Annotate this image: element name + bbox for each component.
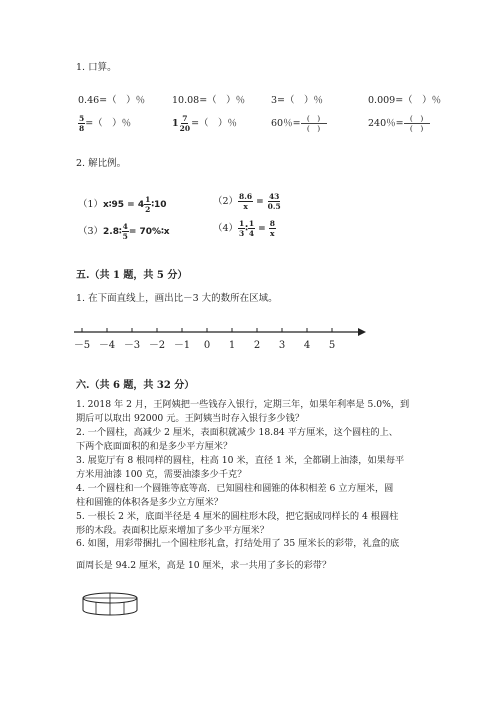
gift-box-cylinder-image [80,591,140,619]
arrow-right-icon [358,328,366,336]
fraction: $\frac{8.6}{x}$ [239,192,253,211]
question-6-6-line1: 6. 如图，用彩带捆扎一个圆柱形礼盒，打结处用了 35 厘米长的彩带，礼盒的底 [76,538,400,549]
proportion-2: （2） $\frac{8.6}{x}$ = $\frac{43}{0.5}$ [213,192,281,211]
fraction: $\frac{7}{20}$ [179,114,191,133]
number-line-label: －5 [73,340,91,351]
calc-item-4: 0.009=（ ）％ [368,95,442,106]
section-heading-5: 五.（共 1 题，共 5 分） [76,270,188,281]
number-line-label: －3 [123,340,141,351]
calc-item-1: 0.46=（ ）％ [78,95,146,106]
fraction: $\frac{5}{8}$ [79,114,85,133]
section-title-proportion: 2. 解比例。 [76,158,127,169]
calc-item-5: $\frac{5}{8}$ =（ ）％ [79,114,132,133]
number-line-label: 3 [278,340,286,351]
question-6-6-line2: 面周长是 94.2 厘米，高是 10 厘米，求一共用了多长的彩带？ [76,560,332,571]
fraction: $\frac{4}{5}$ [122,222,128,241]
fraction: $\frac{43}{0.5}$ [267,192,281,211]
section-title-oral-calc: 1. 口算。 [76,62,117,73]
fraction: $\frac{8}{x}$ [269,219,275,238]
calc-item-7: 60％= $\frac{( )}{( )}$ [271,114,327,133]
section-heading-6: 六.（共 6 题，共 32 分） [76,380,195,391]
question-5-1: 1. 在下面直线上，画出比－3 大的数所在区域。 [76,293,278,304]
question-6-1: 1. 2018 年 2 月，王阿姨把一些钱存入银行，定期三年，如果年利率是 5.0%，到 期后可以取出 92000 元。王阿姨当时存入银行多少钱？ [76,399,410,424]
calc-item-2: 10.08=（ ）％ [172,95,246,106]
calc-item-8: 240％= $\frac{( )}{( )}$ [368,114,430,133]
calc-item-6: 1 $\frac{7}{20}$ =（ ）％ [172,114,238,133]
fraction: $\frac{( )}{( )}$ [404,114,430,133]
number-line-label: －4 [98,340,116,351]
number-line-label: 1 [228,340,236,351]
question-6-3: 3. 展览厅有 8 根同样的圆柱，柱高 10 米，直径 1 米，全都刷上油漆，如果每平 方米用油漆 100 克，需要油漆多少千克？ [76,455,405,480]
number-line-label: －1 [173,340,191,351]
number-line-label: 5 [328,340,336,351]
number-line-label: 2 [253,340,261,351]
calc-item-3: 3=（ ）％ [271,95,324,106]
fraction: $\frac{1}{2}$ [145,195,151,214]
question-6-5: 5. 一根长 2 米，底面半径是 4 厘米的圆柱形木段，把它据成同样长的 4 根圆柱 形的木段。表面积比原来增加了多少平方厘米？ [76,511,399,536]
proportion-1: （1）x∶95 = 4 $\frac{1}{2}$ ∶10 [78,195,167,214]
question-6-2: 2. 一个圆柱，高减少 2 厘米，表面积就减少 18.84 平方厘米，这个圆柱的上、 下两个底面面积的和是多少平方厘米？ [76,427,398,452]
fraction: $\frac{1}{4}$ [248,219,255,238]
number-line [70,324,370,356]
number-line-label: 0 [203,340,211,351]
proportion-3: （3）2.8∶ $\frac{4}{5}$ = 70%∶x [78,222,170,241]
question-6-4: 4. 一个圆柱和一个圆锥等底等高．已知圆柱和圆锥的体积相差 6 立方厘米，圆 柱和圆锥的体积各是多少立方厘米？ [76,483,394,508]
fraction: $\frac{( )}{( )}$ [301,114,327,133]
proportion-4: （4） $\frac{1}{3}$ ∶ $\frac{1}{4}$ = $\frac{8}{x}$ [213,219,275,238]
number-line-label: 4 [303,340,311,351]
number-line-label: －2 [148,340,166,351]
fraction: $\frac{1}{3}$ [239,219,245,238]
